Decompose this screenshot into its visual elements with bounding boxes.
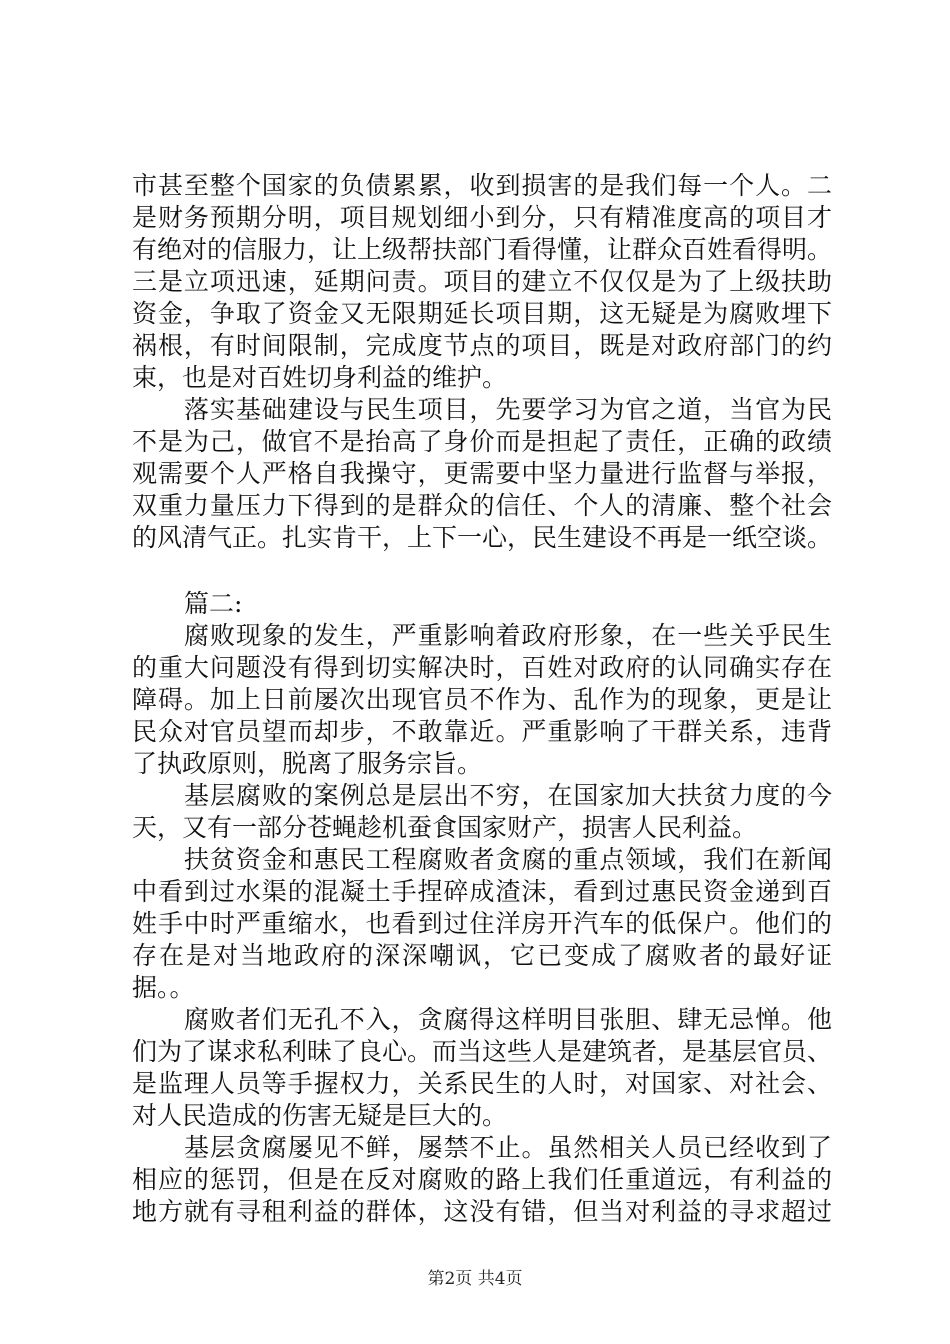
paragraph-gap [132,554,832,588]
text-line: 是财务预期分明，项目规划细小到分，只有精准度高的项目才 [132,203,832,232]
text-line: 有绝对的信服力，让上级帮扶部门看得懂，让群众百姓看得明。 [132,235,833,264]
text-line: 的风清气正。扎实肯干，上下一心，民生建设不再是一纸空谈。 [132,523,833,552]
text-line: 中看到过水渠的混凝土手捏碎成渣沫，看到过惠民资金递到百 [132,877,832,906]
text-line: 的重大问题没有得到切实解决时，百姓对政府的认同确实存在 [132,653,832,682]
text-line: 资金，争取了资金又无限期延长项目期，这无疑是为腐败埋下 [132,299,832,328]
text-line: 双重力量压力下得到的是群众的信任、个人的清廉、整个社会 [132,491,832,520]
text-line: 祸根，有时间限制，完成度节点的项目，既是对政府部门的约 [132,331,832,360]
text-line: 相应的惩罚，但是在反对腐败的路上我们任重道远，有利益的 [132,1165,832,1194]
text-line: 地方就有寻租利益的群体，这没有错，但当对利益的寻求超过 [132,1197,832,1226]
text-line: 对人民造成的伤害无疑是巨大的。 [132,1101,508,1130]
text-line: 束，也是对百姓切身利益的维护。 [132,363,508,392]
text-line: 不是为己，做官不是抬高了身价而是担起了责任，正确的政绩 [132,427,832,456]
text-line: 腐败者们无孔不入，贪腐得这样明目张胆、肆无忌惮。他 [184,1005,832,1034]
text-line: 民众对官员望而却步，不敢靠近。严重影响了干群关系，违背 [132,717,832,746]
text-line: 基层贪腐屡见不鲜，屡禁不止。虽然相关人员已经收到了 [184,1133,832,1162]
text-line: 扶贫资金和惠民工程腐败者贪腐的重点领域，我们在新闻 [184,845,832,874]
text-line: 落实基础建设与民生项目，先要学习为官之道，当官为民 [184,395,832,424]
text-line: 障碍。加上日前屡次出现官员不作为、乱作为的现象，更是让 [132,685,832,714]
document-body [132,170,832,1228]
text-line: 腐败现象的发生，严重影响着政府形象，在一些关乎民生 [184,621,832,650]
text-line: 了执政原则，脱离了服务宗旨。 [132,749,483,778]
text-line: 是监理人员等手握权力，关系民生的人时，对国家、对社会、 [132,1069,832,1098]
text-line: 存在是对当地政府的深深嘲讽，它已变成了腐败者的最好证 [132,941,832,970]
section-heading: 篇二: [184,589,243,618]
text-line: 三是立项迅速，延期问责。项目的建立不仅仅是为了上级扶助 [132,267,832,296]
text-line: 据。。 [132,973,195,1002]
text-line: 姓手中时严重缩水，也看到过住洋房开汽车的低保户。他们的 [132,909,832,938]
text-line: 观需要个人严格自我操守，更需要中坚力量进行监督与举报， [132,459,832,488]
text-line: 基层腐败的案例总是层出不穷，在国家加大扶贫力度的今 [184,781,832,810]
page-number: 第2页 共4页 [427,1269,523,1289]
text-line: 们为了谋求私利昧了良心。而当这些人是建筑者，是基层官员、 [132,1037,833,1066]
text-line: 天，又有一部分苍蝇趁机蚕食国家财产，损害人民利益。 [132,813,758,842]
text-line: 市甚至整个国家的负债累累，收到损害的是我们每一个人。二 [132,171,832,200]
